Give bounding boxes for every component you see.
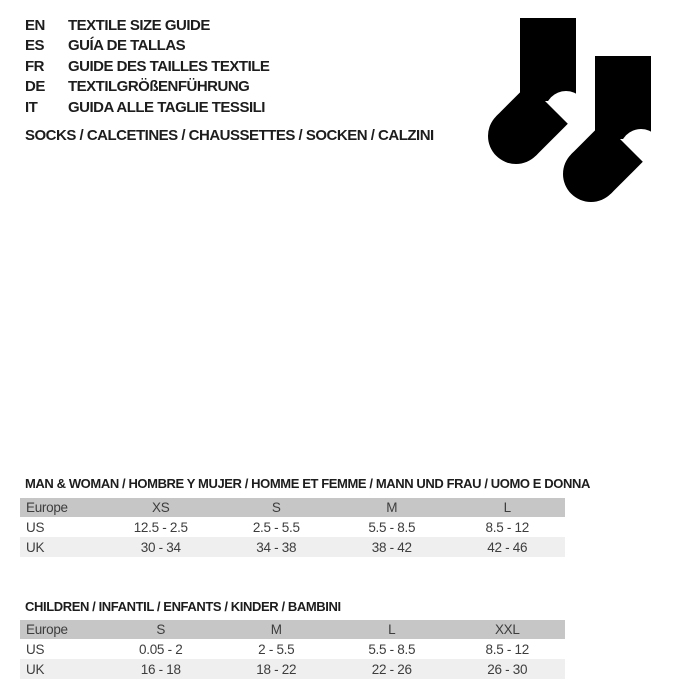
column-header: L — [503, 500, 511, 515]
size-table-children — [20, 620, 565, 679]
language-label: GUIDA ALLE TAGLIE TESSILI — [68, 98, 265, 116]
table-title-children: CHILDREN / INFANTIL / ENFANTS / KINDER / BAMBINI — [25, 599, 341, 614]
category-line: SOCKS / CALCETINES / CHAUSSETTES / SOCKEN / CALZINI — [25, 127, 434, 144]
table-row — [20, 537, 565, 557]
size-cell: 22 - 26 — [371, 661, 412, 677]
size-cell: 38 - 42 — [371, 539, 412, 555]
size-cell: 16 - 18 — [140, 661, 181, 677]
region-label: US — [26, 641, 45, 657]
language-label: GUÍA DE TALLAS — [68, 37, 186, 55]
size-cell: 42 - 46 — [487, 539, 528, 555]
language-code: DE — [25, 78, 45, 96]
column-header: S — [271, 500, 281, 515]
size-cell: 2.5 - 5.5 — [252, 519, 300, 535]
size-cell: 26 - 30 — [487, 661, 528, 677]
column-header: XXL — [494, 622, 520, 637]
language-code: EN — [25, 16, 45, 34]
table-row — [20, 517, 565, 537]
language-header — [25, 15, 269, 118]
size-table-adult — [20, 498, 565, 557]
language-row — [25, 36, 269, 57]
table-header-row — [20, 498, 565, 517]
language-row — [25, 77, 269, 98]
size-cell: 8.5 - 12 — [485, 519, 529, 535]
table-title-adult: MAN & WOMAN / HOMBRE Y MUJER / HOMME ET FEMME / MANN UND FRAU / UOMO E DONNA — [25, 476, 590, 491]
table-row — [20, 659, 565, 679]
language-row — [25, 56, 269, 77]
size-cell: 8.5 - 12 — [485, 641, 529, 657]
language-row — [25, 15, 269, 36]
language-code: IT — [25, 98, 38, 116]
table-row — [20, 639, 565, 659]
column-header: Europe — [26, 500, 68, 515]
language-label: TEXTILGRÖßENFÜHRUNG — [68, 78, 250, 96]
language-row — [25, 97, 269, 118]
table-header-row — [20, 620, 565, 639]
column-header: S — [156, 622, 166, 637]
size-cell: 0.05 - 2 — [139, 641, 183, 657]
size-cell: 18 - 22 — [256, 661, 297, 677]
language-code: ES — [25, 37, 45, 55]
size-cell: 34 - 38 — [256, 539, 297, 555]
language-label: TEXTILE SIZE GUIDE — [68, 16, 210, 34]
column-header: M — [270, 622, 282, 637]
column-header: M — [386, 500, 398, 515]
column-header: XS — [152, 500, 170, 515]
size-cell: 30 - 34 — [140, 539, 181, 555]
column-header: Europe — [26, 622, 68, 637]
column-header: L — [388, 622, 396, 637]
size-cell: 5.5 - 8.5 — [368, 519, 416, 535]
size-cell: 2 - 5.5 — [258, 641, 295, 657]
language-label: GUIDE DES TAILLES TEXTILE — [68, 57, 270, 75]
size-cell: 12.5 - 2.5 — [133, 519, 188, 535]
socks-icon — [470, 10, 670, 210]
size-cell: 5.5 - 8.5 — [368, 641, 416, 657]
region-label: UK — [26, 539, 45, 555]
language-code: FR — [25, 57, 44, 75]
region-label: US — [26, 519, 45, 535]
region-label: UK — [26, 661, 45, 677]
